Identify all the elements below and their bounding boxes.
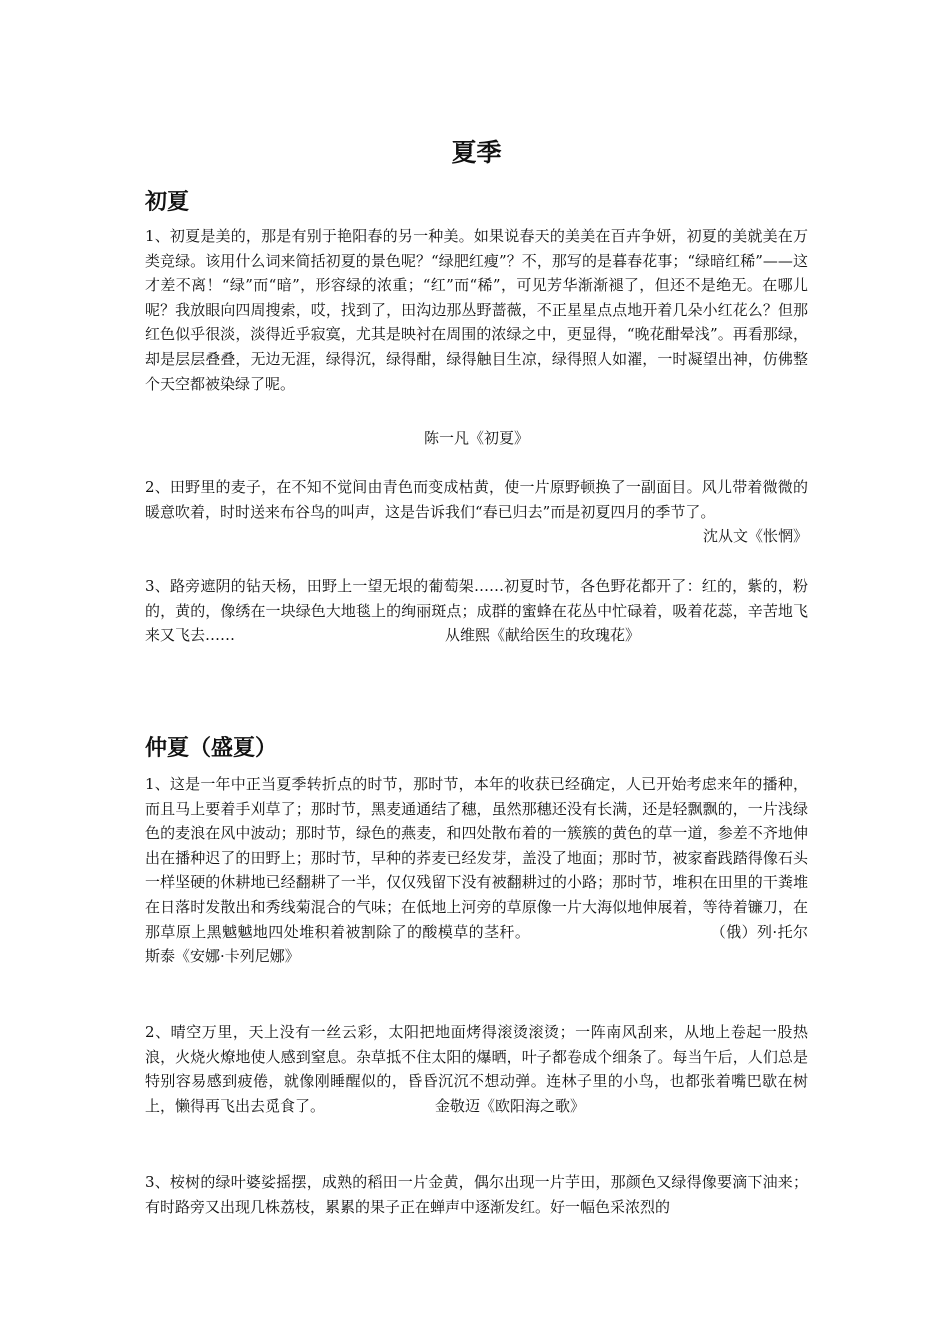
paragraph <box>145 574 808 648</box>
paragraph-text: 3、路旁遮阴的钻天杨，田野上一望无垠的葡萄架……初夏时节，各色野花都开了：红的，紫的，粉的，黄的，像绣在一块绿色大地毯上的绚丽斑点；成群的蜜蜂在花丛中忙碌着，吸着花蕊，辛苦地飞来又飞去…… <box>145 577 808 645</box>
section-heading-early-summer: 初夏 <box>145 189 190 215</box>
paragraph-text: 2、田野里的麦子，在不知不觉间由青色而变成枯黄，使一片原野顿换了一副面目。风儿带着微微的暖意吹着，时时送来布谷鸟的叫声，这是告诉我们“春已归去”而是初夏四月的季节了。 <box>145 478 808 521</box>
paragraph <box>145 1170 808 1219</box>
attribution: 沈从文《怅惘》 <box>702 527 808 546</box>
section-heading-midsummer: 仲夏（盛夏） <box>145 735 278 761</box>
paragraph <box>145 475 808 549</box>
paragraph <box>145 224 808 396</box>
attribution: （俄）列·托尔斯泰《安娜·卡列尼娜》 <box>145 922 808 966</box>
page-title: 夏季 <box>451 138 502 167</box>
paragraph-text: 3、桉树的绿叶婆娑摇摆，成熟的稻田一片金黄，偶尔出现一片芋田，那颜色又绿得像要滴下油来；有时路旁又出现几株荔枝，累累的果子正在蝉声中逐渐发红。好一幅色采浓烈的 <box>145 1173 808 1216</box>
paragraph-text: 2、晴空万里，天上没有一丝云彩，太阳把地面烤得滚烫滚烫；一阵南风刮来，从地上卷起一股热浪，火烧火燎地使人感到窒息。杂草抵不住太阳的爆晒，叶子都卷成个细条了。每当午后，人们总是特别容易感到疲倦，就像刚睡醒似的，昏昏沉沉不想动弹。连林子里的小鸟，也都张着嘴巴歇在树上，懒得再飞出去觅食了。 <box>145 1023 808 1115</box>
attribution: 陈一凡《初夏》 <box>423 429 529 447</box>
attribution: 金敬迈《欧阳海之歌》 <box>435 1096 586 1115</box>
paragraph-text: 1、这是一年中正当夏季转折点的时节，那时节，本年的收获已经确定，人已开始考虑来年的播种，而且马上要着手刈草了；那时节，黑麦通通结了穗，虽然那穗还没有长满，还是轻飘飘的，一片浅绿色的麦浪在风中波动；那时节，绿色的燕麦，和四处散布着的一簇簇的黄色的草一道，参差不齐地伸出在播种迟了的田野上；那时节，早种的荞麦已经发芽，盖没了地面；那时节，被家畜践踏得像石头一样坚硬的休耕地已经翻耕了一半，仅仅残留下没有被翻耕过的小路；那时节，堆积在田里的干粪堆在日落时发散出和秀线菊混合的气味；在低地上河旁的草原像一片大海似地伸展着，等待着镰刀，在那草原上黑魆魆地四处堆积着被割除了的酸模草的茎秆。 <box>145 775 808 941</box>
paragraph <box>145 772 808 969</box>
paragraph-text: 1、初夏是美的，那是有别于艳阳春的另一种美。如果说春天的美美在百卉争妍，初夏的美就美在万类竞绿。该用什么词来简括初夏的景色呢？“绿肥红瘦”？不，那写的是暮春花事；“绿暗红稀”——这才差不离！“绿”而“暗”，形容绿的浓重；“红”而“稀”，可见芳华渐渐褪了，但还不是绝无。在哪儿呢？我放眼向四周搜索，哎，找到了，田沟边那丛野蔷薇，不正星星点点地开着几朵小红花么？但那红色似乎很淡，淡得近乎寂寞，尤其是映衬在周围的浓绿之中，更显得，“晚花酣晕浅”。再看那绿，却是层层叠叠，无边无涯，绿得沉，绿得酣，绿得触目生凉，绿得照人如濯，一时凝望出神，仿佛整个天空都被染绿了呢。 <box>145 227 808 393</box>
attribution: 从维熙《献给医生的玫瑰花》 <box>445 626 641 645</box>
paragraph <box>145 1020 808 1118</box>
